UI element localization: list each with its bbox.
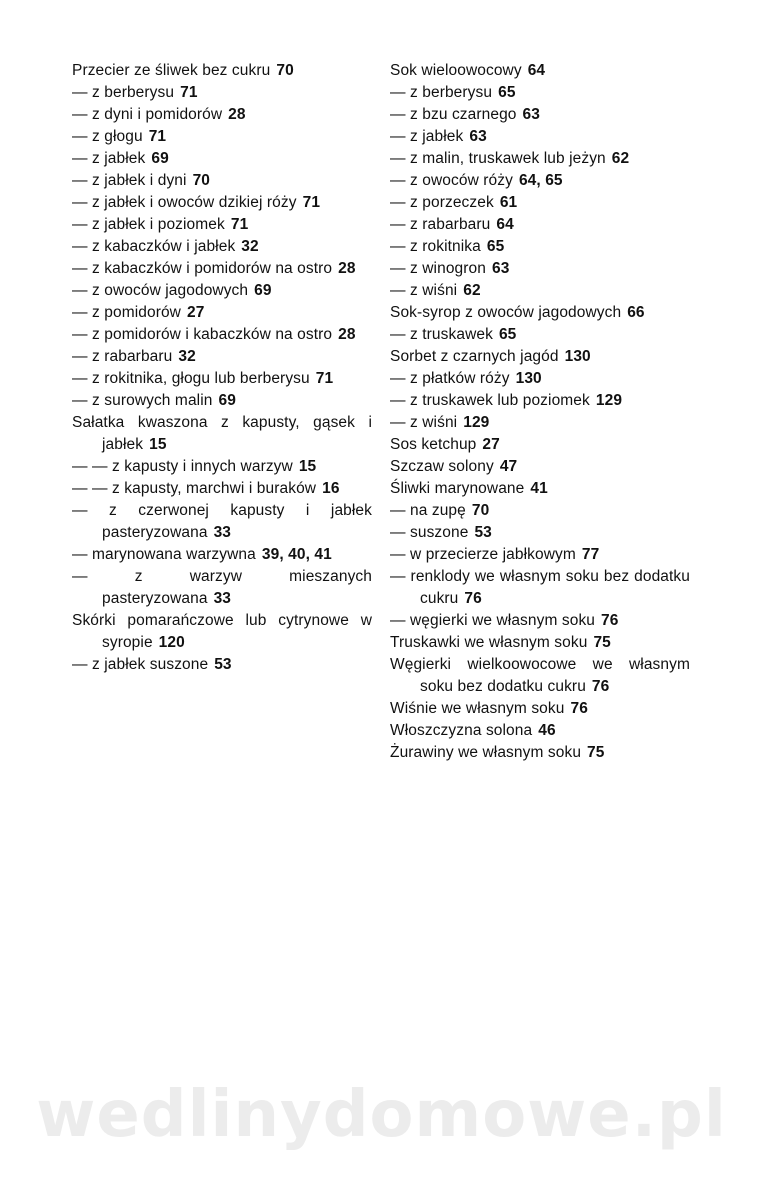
- index-entry: [390, 126, 690, 148]
- entry-text: — z berberysu: [72, 84, 175, 101]
- entry-pages: 71: [315, 370, 334, 387]
- index-entry: [390, 236, 690, 258]
- entry-pages: 27: [186, 304, 205, 321]
- entry-pages: 65: [498, 84, 516, 101]
- entry-pages: 130: [515, 370, 542, 387]
- entry-pages: 61: [499, 194, 518, 211]
- entry-text: Śliwki marynowane: [390, 480, 525, 497]
- entry-pages: 65: [486, 238, 505, 255]
- index-entry: [72, 654, 372, 676]
- entry-text: — — z kapusty i innych warzyw: [72, 458, 293, 475]
- entry-pages: 69: [254, 282, 272, 299]
- entry-pages: 71: [180, 84, 198, 101]
- index-entry: [390, 346, 690, 368]
- entry-pages: 76: [464, 590, 482, 607]
- entry-text: Przecier ze śliwek bez cukru: [72, 62, 271, 79]
- entry-text: Sos ketchup: [390, 436, 477, 453]
- entry-pages: 71: [148, 128, 167, 145]
- index-entry: [72, 258, 372, 280]
- index-entry: [390, 654, 690, 698]
- entry-pages: 63: [491, 260, 510, 277]
- entry-pages: 64: [527, 62, 546, 79]
- index-column-left: [72, 60, 372, 676]
- index-entry: [390, 170, 690, 192]
- index-entry: [390, 368, 690, 390]
- entry-pages: 62: [463, 282, 481, 299]
- index-entry: [72, 170, 372, 192]
- index-entry: [72, 544, 372, 566]
- entry-pages: 75: [587, 744, 605, 761]
- entry-text: Włoszczyzna solona: [390, 722, 533, 739]
- entry-text: — renklody we własnym soku bez dodatku cukru: [390, 568, 690, 607]
- entry-pages: 47: [499, 458, 518, 475]
- entry-pages: 70: [276, 62, 294, 79]
- entry-text: Sorbet z czarnych jagód: [390, 348, 559, 365]
- entry-pages: 76: [591, 678, 610, 695]
- entry-pages: 33: [213, 590, 232, 607]
- index-entry: [390, 456, 690, 478]
- entry-text: — z owoców jagodowych: [72, 282, 249, 299]
- index-entry: [72, 126, 372, 148]
- index-entry: [72, 82, 372, 104]
- entry-pages: 41: [530, 480, 548, 497]
- entry-pages: 33: [213, 524, 232, 541]
- entry-pages: 129: [595, 392, 623, 409]
- entry-text: — z rokitnika, głogu lub berberysu: [72, 370, 310, 387]
- index-entry: [390, 104, 690, 126]
- entry-pages: 130: [564, 348, 591, 365]
- entry-pages: 46: [538, 722, 556, 739]
- entry-text: — węgierki we własnym soku: [390, 612, 596, 629]
- index-entry: [390, 412, 690, 434]
- entry-text: — z malin, truskawek lub jeżyn: [390, 150, 606, 167]
- index-entry: [390, 566, 690, 610]
- entry-pages: 71: [230, 216, 249, 233]
- entry-pages: 66: [627, 304, 645, 321]
- entry-text: — z warzyw mieszanych pasteryzowana: [72, 568, 372, 607]
- entry-text: — z pomidorów: [72, 304, 181, 321]
- entry-text: — z bzu czarnego: [390, 106, 517, 123]
- entry-text: — z surowych malin: [72, 392, 213, 409]
- index-entry: [72, 500, 372, 544]
- index-entry: [390, 192, 690, 214]
- entry-text: — z porzeczek: [390, 194, 494, 211]
- index-entry: [72, 280, 372, 302]
- index-entry: [390, 390, 690, 412]
- entry-pages: 77: [581, 546, 600, 563]
- entry-pages: 63: [522, 106, 540, 123]
- entry-pages: 28: [228, 106, 246, 123]
- index-entry: [390, 280, 690, 302]
- index-entry: [390, 500, 690, 522]
- entry-text: — z kabaczków i pomidorów na ostro: [72, 260, 333, 277]
- entry-text: — z jabłek: [390, 128, 464, 145]
- entry-text: — z truskawek: [390, 326, 493, 343]
- index-entry: [72, 324, 372, 346]
- index-column-right: [390, 60, 690, 764]
- entry-pages: 64: [496, 216, 514, 233]
- entry-pages: 15: [298, 458, 317, 475]
- entry-text: — z rabarbaru: [72, 348, 173, 365]
- index-entry: [390, 148, 690, 170]
- index-entry: [390, 302, 690, 324]
- index-entry: [390, 720, 690, 742]
- entry-text: — suszone: [390, 524, 469, 541]
- entry-pages: 28: [338, 260, 356, 277]
- index-entry: [390, 82, 690, 104]
- index-entry: [72, 566, 372, 610]
- entry-pages: 32: [241, 238, 259, 255]
- index-entry: [72, 302, 372, 324]
- entry-pages: 53: [474, 524, 492, 541]
- entry-pages: 75: [593, 634, 611, 651]
- entry-text: — z jabłek: [72, 150, 146, 167]
- entry-text: — z głogu: [72, 128, 143, 145]
- index-entry: [72, 104, 372, 126]
- index-entry: [390, 478, 690, 500]
- entry-text: — z owoców róży: [390, 172, 513, 189]
- entry-pages: 16: [322, 480, 340, 497]
- entry-text: — z rabarbaru: [390, 216, 491, 233]
- index-entry: [390, 60, 690, 82]
- entry-text: — z dyni i pomidorów: [72, 106, 223, 123]
- index-entry: [72, 192, 372, 214]
- index-entry: [72, 148, 372, 170]
- entry-text: — z jabłek i owoców dzikiej róży: [72, 194, 297, 211]
- index-entry: [390, 522, 690, 544]
- entry-pages: 76: [601, 612, 619, 629]
- index-entry: [390, 742, 690, 764]
- entry-pages: 39, 40, 41: [261, 546, 332, 563]
- index-entry: [72, 368, 372, 390]
- index-entry: [390, 698, 690, 720]
- entry-pages: 69: [218, 392, 236, 409]
- entry-text: — w przecierze jabłkowym: [390, 546, 576, 563]
- index-entry: [72, 412, 372, 456]
- entry-text: Truskawki we własnym soku: [390, 634, 588, 651]
- index-entry: [390, 214, 690, 236]
- entry-text: — — z kapusty, marchwi i buraków: [72, 480, 317, 497]
- entry-text: Sałatka kwaszona z kapusty, gąsek i jabłek: [72, 414, 372, 453]
- index-entry: [390, 434, 690, 456]
- entry-text: Szczaw solony: [390, 458, 494, 475]
- entry-pages: 32: [178, 348, 196, 365]
- index-entry: [390, 544, 690, 566]
- entry-pages: 27: [482, 436, 500, 453]
- entry-pages: 65: [498, 326, 517, 343]
- entry-pages: 64, 65: [518, 172, 563, 189]
- entry-pages: 28: [338, 326, 356, 343]
- index-entry: [72, 390, 372, 412]
- index-entry: [390, 258, 690, 280]
- entry-pages: 62: [611, 150, 630, 167]
- entry-text: — z jabłek i poziomek: [72, 216, 225, 233]
- entry-text: — z kabaczków i jabłek: [72, 238, 236, 255]
- entry-text: — z truskawek lub poziomek: [390, 392, 590, 409]
- entry-text: — z jabłek i dyni: [72, 172, 187, 189]
- entry-pages: 120: [158, 634, 185, 651]
- entry-text: Wiśnie we własnym soku: [390, 700, 565, 717]
- index-entry: [72, 478, 372, 500]
- entry-text: Sok-syrop z owoców jagodowych: [390, 304, 622, 321]
- entry-text: — z winogron: [390, 260, 486, 277]
- entry-pages: 71: [302, 194, 321, 211]
- entry-pages: 15: [149, 436, 167, 453]
- index-entry: [72, 346, 372, 368]
- entry-text: — z jabłek suszone: [72, 656, 209, 673]
- entry-text: Węgierki wielkoowocowe we własnym soku bez dodatku cukru: [390, 656, 690, 695]
- entry-pages: 63: [469, 128, 487, 145]
- entry-text: — z płatków róży: [390, 370, 510, 387]
- index-entry: [390, 324, 690, 346]
- entry-pages: 129: [463, 414, 490, 431]
- index-entry: [72, 456, 372, 478]
- entry-text: — z wiśni: [390, 414, 458, 431]
- entry-text: — z wiśni: [390, 282, 458, 299]
- entry-text: — z berberysu: [390, 84, 493, 101]
- entry-text: — na zupę: [390, 502, 466, 519]
- entry-pages: 76: [570, 700, 588, 717]
- entry-text: — marynowana warzywna: [72, 546, 256, 563]
- index-entry: [72, 236, 372, 258]
- entry-text: Skórki pomarańczowe lub cytrynowe w syropie: [72, 612, 372, 651]
- entry-text: Sok wieloowocowy: [390, 62, 522, 79]
- index-entry: [390, 610, 690, 632]
- index-entry: [72, 214, 372, 236]
- entry-text: — z pomidorów i kabaczków na ostro: [72, 326, 333, 343]
- entry-pages: 53: [214, 656, 232, 673]
- index-entry: [390, 632, 690, 654]
- entry-pages: 69: [151, 150, 169, 167]
- index-entry: [72, 610, 372, 654]
- entry-text: — z czerwonej kapusty i jabłek pasteryzowana: [72, 502, 372, 541]
- watermark: wedlinydomowe.pl: [36, 1078, 727, 1152]
- entry-pages: 70: [471, 502, 490, 519]
- entry-text: — z rokitnika: [390, 238, 481, 255]
- entry-pages: 70: [192, 172, 211, 189]
- entry-text: Żurawiny we własnym soku: [390, 744, 582, 761]
- index-entry: [72, 60, 372, 82]
